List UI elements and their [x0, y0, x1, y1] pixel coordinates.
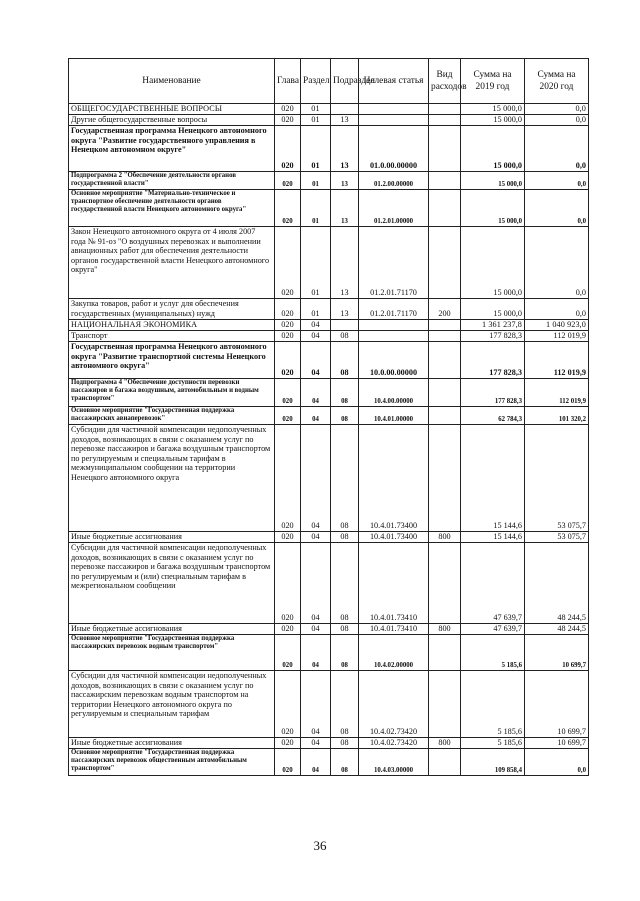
cell-chapter: 020 — [275, 104, 301, 115]
cell-name: Подпрограмма 2 "Обеспечение деятельности органов государственной власти" — [69, 172, 275, 190]
budget-table — [68, 58, 589, 776]
cell-subsection: 08 — [331, 738, 359, 749]
cell-target: 10.4.02.73420 — [359, 671, 429, 738]
cell-sum-2020: 112 019,9 — [525, 379, 589, 407]
table-row — [69, 671, 589, 738]
cell-expense-type — [429, 749, 461, 776]
cell-sum-2019: 15 000,0 — [461, 227, 525, 299]
cell-sum-2020: 112 019,9 — [525, 331, 589, 342]
cell-sum-2020: 1 040 923,0 — [525, 320, 589, 331]
cell-subsection: 08 — [331, 749, 359, 776]
cell-subsection: 13 — [331, 126, 359, 172]
cell-target: 01.2.01.71170 — [359, 299, 429, 320]
cell-chapter: 020 — [275, 320, 301, 331]
cell-chapter: 020 — [275, 115, 301, 126]
cell-expense-type — [429, 635, 461, 671]
cell-subsection: 08 — [331, 543, 359, 624]
cell-section: 04 — [301, 425, 331, 532]
cell-chapter: 020 — [275, 190, 301, 227]
header-subsection: Подраздел — [331, 59, 359, 104]
cell-target — [359, 104, 429, 115]
cell-target: 10.4.01.73400 — [359, 425, 429, 532]
cell-name: ОБЩЕГОСУДАРСТВЕННЫЕ ВОПРОСЫ — [69, 104, 275, 115]
cell-subsection — [331, 104, 359, 115]
table-row — [69, 738, 589, 749]
cell-section: 01 — [301, 227, 331, 299]
cell-chapter: 020 — [275, 126, 301, 172]
cell-section: 01 — [301, 104, 331, 115]
table-row — [69, 379, 589, 407]
cell-expense-type — [429, 543, 461, 624]
cell-target: 10.4.01.00000 — [359, 407, 429, 425]
cell-sum-2020: 10 699,7 — [525, 738, 589, 749]
cell-subsection — [331, 320, 359, 331]
table-row — [69, 299, 589, 320]
cell-sum-2019: 5 185,6 — [461, 635, 525, 671]
cell-chapter: 020 — [275, 749, 301, 776]
cell-chapter: 020 — [275, 635, 301, 671]
cell-subsection: 13 — [331, 299, 359, 320]
cell-sum-2020: 0,0 — [525, 190, 589, 227]
cell-section: 04 — [301, 379, 331, 407]
cell-subsection: 08 — [331, 331, 359, 342]
cell-target: 10.0.00.00000 — [359, 342, 429, 379]
table-row — [69, 425, 589, 532]
cell-expense-type: 800 — [429, 624, 461, 635]
cell-chapter: 020 — [275, 532, 301, 543]
cell-section: 04 — [301, 407, 331, 425]
cell-target — [359, 331, 429, 342]
cell-sum-2020: 101 320,2 — [525, 407, 589, 425]
cell-target — [359, 320, 429, 331]
cell-name: Основное мероприятие "Материально-техническое и транспортное обеспечение деятельности органов государственной власти Ненецкого автономного округа" — [69, 190, 275, 227]
cell-expense-type — [429, 172, 461, 190]
cell-expense-type — [429, 379, 461, 407]
cell-name: НАЦИОНАЛЬНАЯ ЭКОНОМИКА — [69, 320, 275, 331]
cell-name: Закон Ненецкого автономного округа от 4 июля 2007 года № 91-оз "О воздушных перевозках и выполнении авиационных работ для обеспечения деятельности органов государственной власти Ненецкого автономного округа" — [69, 227, 275, 299]
header-section: Раздел — [301, 59, 331, 104]
cell-chapter: 020 — [275, 407, 301, 425]
cell-subsection: 13 — [331, 172, 359, 190]
cell-subsection: 08 — [331, 379, 359, 407]
table-row — [69, 331, 589, 342]
cell-target: 10.4.02.00000 — [359, 635, 429, 671]
cell-sum-2020: 53 075,7 — [525, 532, 589, 543]
cell-chapter: 020 — [275, 425, 301, 532]
cell-section: 04 — [301, 624, 331, 635]
cell-name: Государственная программа Ненецкого автономного округа "Развитие транспортной системы Ненецкого автономного округа" — [69, 342, 275, 379]
cell-sum-2019: 15 000,0 — [461, 190, 525, 227]
cell-sum-2019: 15 000,0 — [461, 115, 525, 126]
cell-sum-2019: 5 185,6 — [461, 671, 525, 738]
cell-sum-2020: 10 699,7 — [525, 635, 589, 671]
cell-sum-2019: 47 639,7 — [461, 543, 525, 624]
cell-name: Иные бюджетные ассигнования — [69, 738, 275, 749]
cell-sum-2019: 62 784,3 — [461, 407, 525, 425]
cell-name: Субсидии для частичной компенсации недополученных доходов, возникающих в связи с оказанием услуг по перевозке пассажиров и багажа воздушным транспортом по регулируемым и (или) специальным тарифам в межрегиональном сообщении — [69, 543, 275, 624]
table-row — [69, 320, 589, 331]
cell-subsection: 08 — [331, 624, 359, 635]
cell-expense-type — [429, 425, 461, 532]
cell-sum-2019: 5 185,6 — [461, 738, 525, 749]
cell-name: Основное мероприятие "Государственная поддержка пассажирских перевозок общественным автомобильным транспортом" — [69, 749, 275, 776]
cell-expense-type — [429, 227, 461, 299]
cell-target: 01.2.01.71170 — [359, 227, 429, 299]
cell-sum-2019: 15 000,0 — [461, 104, 525, 115]
header-sum-2019: Сумма на 2019 год — [461, 59, 525, 104]
cell-section: 04 — [301, 671, 331, 738]
cell-subsection: 08 — [331, 425, 359, 532]
cell-target — [359, 115, 429, 126]
cell-sum-2019: 15 000,0 — [461, 299, 525, 320]
cell-target: 10.4.02.73420 — [359, 738, 429, 749]
cell-subsection: 13 — [331, 115, 359, 126]
cell-chapter: 020 — [275, 299, 301, 320]
cell-sum-2019: 177 828,3 — [461, 379, 525, 407]
table-row — [69, 104, 589, 115]
table-row — [69, 172, 589, 190]
cell-sum-2019: 177 828,3 — [461, 331, 525, 342]
cell-sum-2019: 47 639,7 — [461, 624, 525, 635]
cell-subsection: 08 — [331, 635, 359, 671]
table-body — [69, 104, 589, 776]
cell-name: Субсидии для частичной компенсации недополученных доходов, возникающих в связи с оказанием услуг по перевозке пассажиров и багажа воздушным транспортом по регулируемым и специальным тарифам в межмуниципальном сообщении на территории Ненецкого автономного округа — [69, 425, 275, 532]
cell-chapter: 020 — [275, 624, 301, 635]
cell-chapter: 020 — [275, 543, 301, 624]
cell-expense-type: 200 — [429, 299, 461, 320]
header-chapter: Глава — [275, 59, 301, 104]
cell-expense-type — [429, 126, 461, 172]
cell-section: 04 — [301, 342, 331, 379]
table-row — [69, 624, 589, 635]
table-row — [69, 532, 589, 543]
header-sum-2020: Сумма на 2020 год — [525, 59, 589, 104]
table-row — [69, 407, 589, 425]
cell-target: 10.4.00.00000 — [359, 379, 429, 407]
cell-name: Субсидии для частичной компенсации недополученных доходов, возникающих в связи с оказанием услуг по пассажирским перевозкам водным транспортом на территории Ненецкого автономного округа по регулируемым и специальным тарифам — [69, 671, 275, 738]
cell-chapter: 020 — [275, 342, 301, 379]
cell-section: 04 — [301, 320, 331, 331]
cell-section: 01 — [301, 190, 331, 227]
table-row — [69, 543, 589, 624]
cell-expense-type: 800 — [429, 738, 461, 749]
cell-section: 04 — [301, 532, 331, 543]
cell-expense-type — [429, 342, 461, 379]
cell-sum-2019: 15 144,6 — [461, 532, 525, 543]
cell-expense-type — [429, 407, 461, 425]
cell-target: 10.4.01.73400 — [359, 532, 429, 543]
cell-section: 04 — [301, 635, 331, 671]
cell-section: 04 — [301, 331, 331, 342]
cell-section: 01 — [301, 126, 331, 172]
cell-target: 01.0.00.00000 — [359, 126, 429, 172]
cell-name: Иные бюджетные ассигнования — [69, 532, 275, 543]
cell-subsection: 08 — [331, 407, 359, 425]
cell-name: Государственная программа Ненецкого автономного округа "Развитие государственного управления в Ненецком автономном округе" — [69, 126, 275, 172]
cell-chapter: 020 — [275, 671, 301, 738]
cell-name: Закупка товаров, работ и услуг для обеспечения государственных (муниципальных) нужд — [69, 299, 275, 320]
cell-sum-2020: 53 075,7 — [525, 425, 589, 532]
cell-name: Подпрограмма 4 "Обеспечение доступности перевозки пассажиров и багажа воздушным, автомобильным и водным транспортом" — [69, 379, 275, 407]
cell-sum-2020: 0,0 — [525, 749, 589, 776]
cell-section: 01 — [301, 299, 331, 320]
cell-expense-type — [429, 331, 461, 342]
cell-sum-2020: 112 019,9 — [525, 342, 589, 379]
cell-expense-type — [429, 104, 461, 115]
table-row — [69, 342, 589, 379]
cell-chapter: 020 — [275, 379, 301, 407]
cell-sum-2020: 0,0 — [525, 227, 589, 299]
cell-section: 04 — [301, 738, 331, 749]
table-header-row — [69, 59, 589, 104]
cell-sum-2019: 15 000,0 — [461, 172, 525, 190]
table-row — [69, 190, 589, 227]
cell-section: 04 — [301, 543, 331, 624]
cell-section: 04 — [301, 749, 331, 776]
cell-subsection: 08 — [331, 671, 359, 738]
cell-chapter: 020 — [275, 738, 301, 749]
cell-expense-type — [429, 671, 461, 738]
table-row — [69, 126, 589, 172]
cell-expense-type: 800 — [429, 532, 461, 543]
table-row — [69, 749, 589, 776]
page-number: 36 — [313, 838, 327, 853]
cell-name: Основное мероприятие "Государственная поддержка пассажирских авиаперевозок" — [69, 407, 275, 425]
cell-expense-type — [429, 190, 461, 227]
header-name: Наименование — [69, 59, 275, 104]
cell-target: 01.2.01.00000 — [359, 190, 429, 227]
cell-chapter: 020 — [275, 331, 301, 342]
cell-sum-2020: 0,0 — [525, 126, 589, 172]
cell-expense-type — [429, 115, 461, 126]
cell-sum-2019: 15 000,0 — [461, 126, 525, 172]
header-target: Целевая статья — [359, 59, 429, 104]
cell-subsection: 13 — [331, 190, 359, 227]
table-row — [69, 115, 589, 126]
cell-name: Другие общегосударственные вопросы — [69, 115, 275, 126]
cell-section: 01 — [301, 172, 331, 190]
cell-sum-2019: 109 858,4 — [461, 749, 525, 776]
cell-name: Транспорт — [69, 331, 275, 342]
cell-sum-2019: 1 361 237,8 — [461, 320, 525, 331]
cell-expense-type — [429, 320, 461, 331]
cell-section: 01 — [301, 115, 331, 126]
cell-target: 10.4.01.73410 — [359, 624, 429, 635]
cell-target: 10.4.01.73410 — [359, 543, 429, 624]
table-row — [69, 635, 589, 671]
cell-subsection: 13 — [331, 227, 359, 299]
cell-sum-2019: 15 144,6 — [461, 425, 525, 532]
cell-sum-2020: 0,0 — [525, 299, 589, 320]
cell-name: Иные бюджетные ассигнования — [69, 624, 275, 635]
header-expense-type: Вид расходов — [429, 59, 461, 104]
cell-subsection: 08 — [331, 532, 359, 543]
cell-sum-2019: 177 828,3 — [461, 342, 525, 379]
cell-sum-2020: 48 244,5 — [525, 543, 589, 624]
cell-name: Основное мероприятие "Государственная поддержка пассажирских перевозок водным транспортом" — [69, 635, 275, 671]
cell-chapter: 020 — [275, 227, 301, 299]
cell-sum-2020: 0,0 — [525, 172, 589, 190]
cell-chapter: 020 — [275, 172, 301, 190]
table-row — [69, 227, 589, 299]
cell-sum-2020: 48 244,5 — [525, 624, 589, 635]
cell-sum-2020: 10 699,7 — [525, 671, 589, 738]
cell-target: 01.2.00.00000 — [359, 172, 429, 190]
cell-sum-2020: 0,0 — [525, 104, 589, 115]
cell-sum-2020: 0,0 — [525, 115, 589, 126]
cell-subsection: 08 — [331, 342, 359, 379]
cell-target: 10.4.03.00000 — [359, 749, 429, 776]
